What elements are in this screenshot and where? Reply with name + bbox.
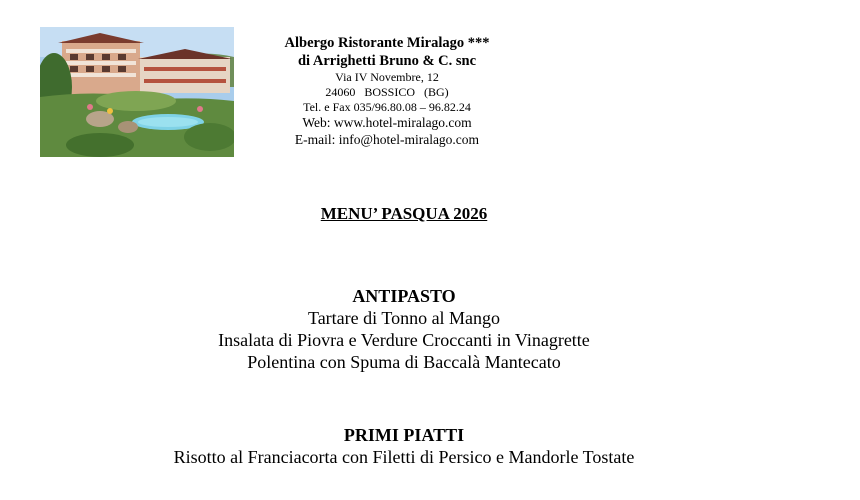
website: Web: www.hotel-miralago.com	[302, 115, 472, 131]
dish-item: Risotto al Franciacorta con Filetti di Persico e Mandorle Tostate	[173, 447, 635, 467]
city: 24060 BOSSICO (BG)	[325, 85, 449, 100]
dish-item: Insalata di Piovra e Verdure Croccanti in Vinagrette	[218, 330, 590, 350]
hotel-contact-block	[262, 34, 512, 149]
company-name: di Arrighetti Bruno & C. snc	[297, 53, 477, 70]
dish-item: Polentina con Spuma di Baccalà Mantecato	[247, 352, 561, 372]
section-heading: ANTIPASTO	[352, 286, 456, 306]
dish-item: Tartare di Tonno al Mango	[307, 308, 501, 328]
address: Via IV Novembre, 12	[335, 70, 439, 85]
section-antipasto	[0, 285, 808, 373]
menu-title: MENU’ PASQUA 2026	[320, 204, 488, 223]
phone: Tel. e Fax 035/96.80.08 – 96.82.24	[303, 100, 471, 115]
section-primi-piatti	[0, 424, 808, 468]
hotel-photo	[40, 27, 234, 157]
email: E-mail: info@hotel-miralago.com	[294, 132, 480, 148]
hotel-name: Albergo Ristorante Miralago ***	[284, 35, 490, 51]
section-heading: PRIMI PIATTI	[343, 425, 465, 445]
